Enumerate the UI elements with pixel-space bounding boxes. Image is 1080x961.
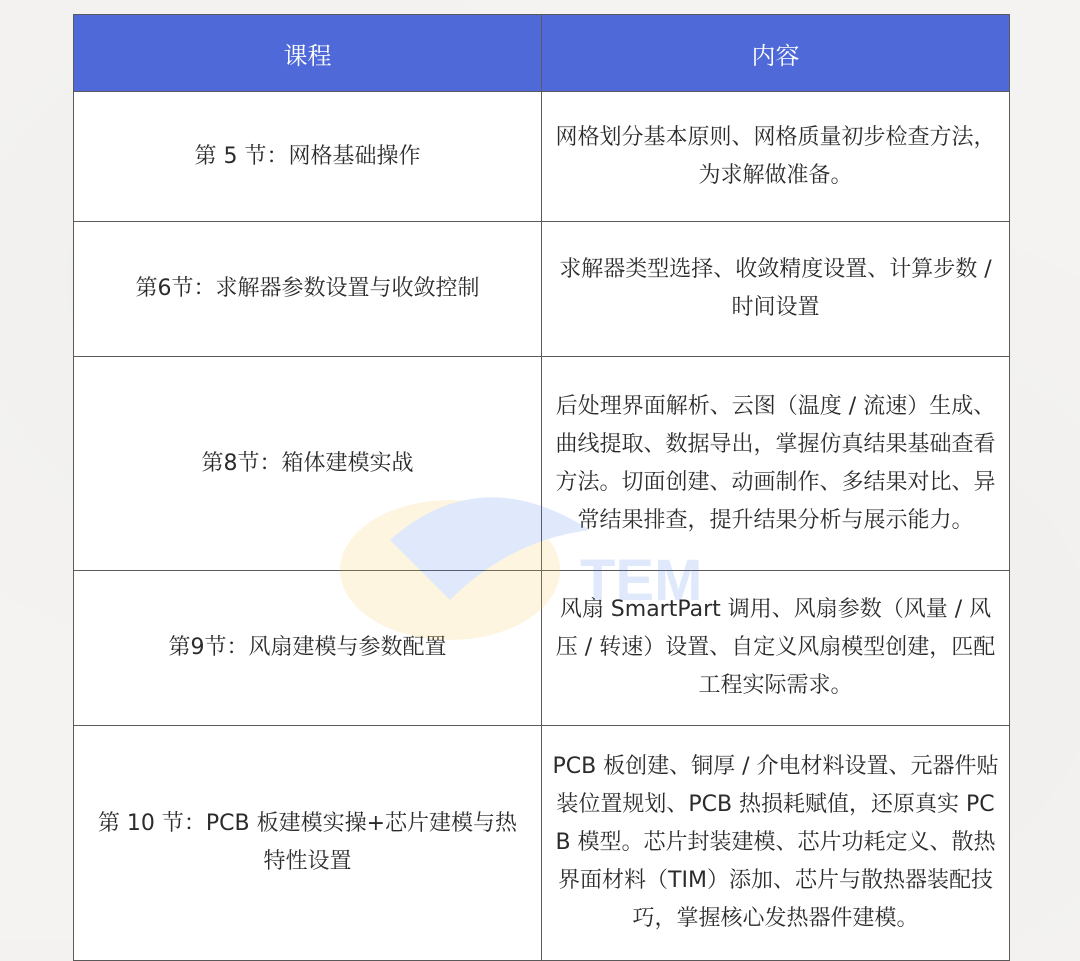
table-row: [74, 726, 1010, 961]
content-text: 求解器类型选择、收敛精度设置、计算步数 / 时间设置: [559, 257, 992, 320]
header-course: 课程: [74, 15, 542, 92]
content-text: 后处理界面解析、云图（温度 / 流速）生成、曲线提取、数据导出，掌握仿真结果基础查看方法。切面创建、动画制作、多结果对比、异常结果排查，提升结果分析与展示能力。: [555, 393, 996, 533]
course-cell: 第8节：箱体建模实战: [74, 357, 542, 571]
table-row: [74, 92, 1010, 222]
content-cell: [542, 222, 1010, 357]
content-text: 风扇 SmartPart 调用、风扇参数（风量 / 风压 / 转速）设置、自定义风扇模型创建，匹配工程实际需求。: [555, 597, 996, 698]
course-cell: 第 5 节：网格基础操作: [74, 92, 542, 222]
content-text: PCB 板创建、铜厚 / 介电材料设置、元器件贴装位置规划、PCB 热损耗赋值，还原真实 PCB 模型。芯片封装建模、芯片功耗定义、散热界面材料（TIM）添加、芯片与散热器装配技巧，掌握核心发热器件建模。: [552, 754, 999, 931]
course-table: [73, 14, 1010, 961]
course-cell: 第9节：风扇建模与参数配置: [74, 571, 542, 726]
content-text: 网格划分基本原则、网格质量初步检查方法，为求解做准备。: [555, 124, 996, 188]
content-cell: [542, 357, 1010, 571]
table-header-row: [74, 15, 1010, 92]
content-cell: [542, 726, 1010, 961]
content-cell: [542, 571, 1010, 726]
table-row: [74, 571, 1010, 726]
content-cell: [542, 92, 1010, 222]
course-cell: 第6节：求解器参数设置与收敛控制: [74, 222, 542, 357]
table-row: [74, 222, 1010, 357]
course-cell: 第 10 节：PCB 板建模实操+芯片建模与热特性设置: [74, 726, 542, 961]
table-row: [74, 357, 1010, 571]
header-content: 内容: [542, 15, 1010, 92]
